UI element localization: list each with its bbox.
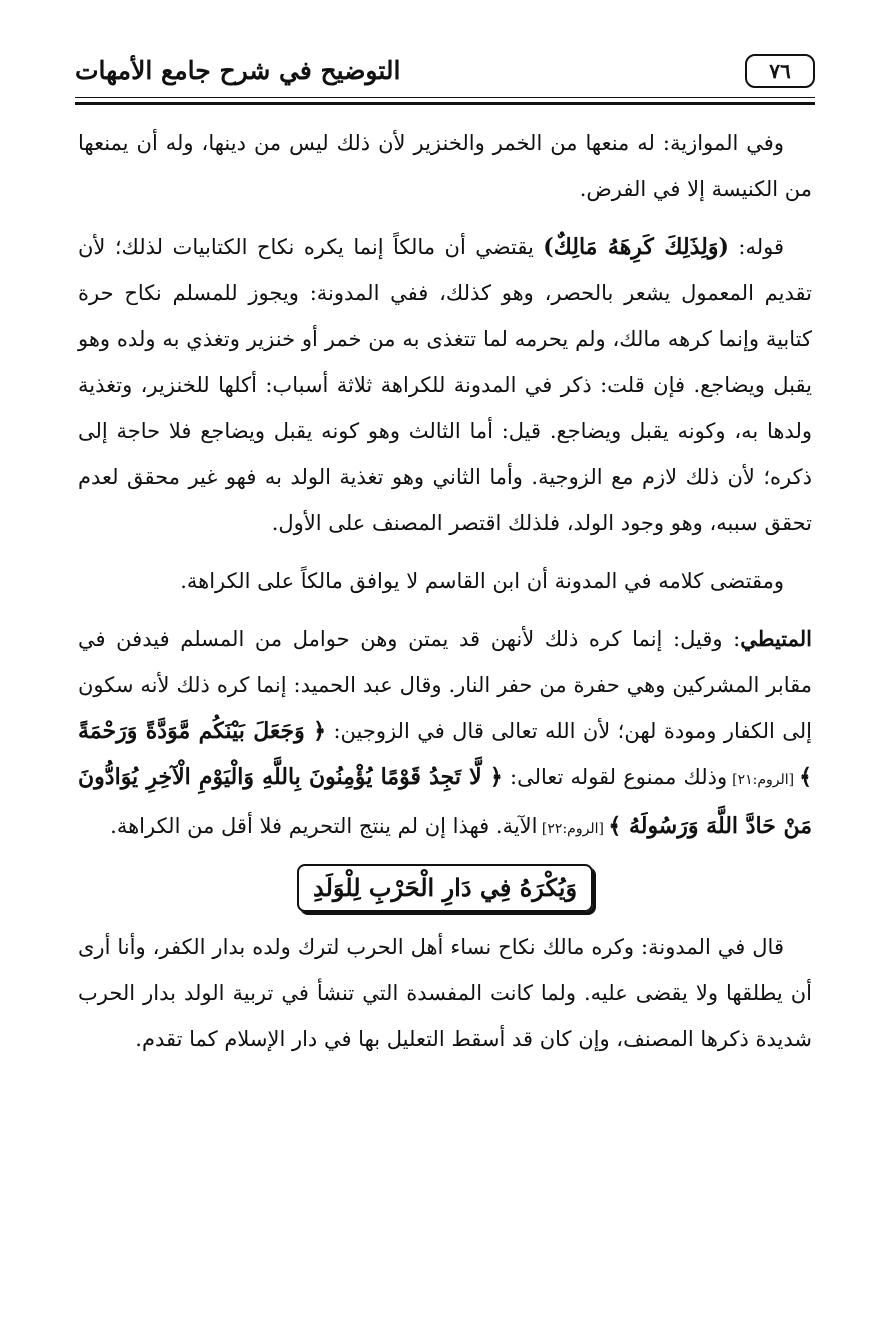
paragraph-qawluh: [78, 224, 812, 546]
paragraph-mutayti: [78, 616, 812, 852]
quran-verse: ﴿ وَجَعَلَ بَيْنَكُم مَّوَدَّةً وَرَحْمَةً ﴾: [78, 718, 812, 790]
paragraph-text: قال في المدونة: وكره مالك نكاح نساء أهل الحرب لترك ولده بدار الكفر، وأنا أرى أن يطلقها ولا يقضى عليه. ولما كانت المفسدة التي تنشأ في تربية الولد بدار الحرب شديدة ذكرها المصنف، وإن كان قد أسقط التعليل بها في دار الإسلام كما تقدم.: [78, 935, 812, 1051]
page-header: [75, 52, 815, 104]
page-number: ٧٦: [745, 54, 815, 88]
paragraph-text: الآية. فهذا إن لم ينتج التحريم فلا أقل من الكراهة.: [110, 814, 538, 838]
book-title: التوضيح في شرح جامع الأمهات: [75, 56, 401, 85]
paragraph-text: ومقتضى كلامه في المدونة أن ابن القاسم لا يوافق مالكاً على الكراهة.: [180, 569, 784, 593]
quran-verse: ﴿ لَّا تَجِدُ قَوْمًا يُؤْمِنُونَ بِاللَّهِ وَالْيَوْمِ الْآخِرِ يُوَادُّونَ مَنْ حَادَّ اللَّهَ وَرَسُولَهُ ﴾: [78, 764, 812, 839]
paragraph-text: وذلك ممنوع لقوله تعالى:: [502, 765, 728, 789]
section-heading-wrap: [78, 864, 812, 912]
header-rule-thin: [75, 97, 815, 98]
verse-reference: [الروم:٢١]: [727, 772, 800, 788]
paragraph-muwazia: [78, 120, 812, 212]
author-name: المتيطي: [740, 626, 812, 651]
paragraph-muqtada: [78, 558, 812, 604]
paragraph-lead: قوله:: [728, 235, 785, 259]
paragraph-text: يقتضي أن مالكاً إنما يكره نكاح الكتابيات لذلك؛ لأن تقديم المعمول يشعر بالحصر، وهو كذلك، ففي المدونة: ويجوز للمسلم نكاح حرة كتابية وإنما كرهه مالك، ولم يحرمه لما تتغذى به من خمر أو خنزير وتغذي به ولده وهو يقبل ويضاجع. فإن قلت: ذكر في المدونة للكراهة ثلاثة أسباب: أكلها للخنزير، وتغذية ولدها به، وكونه يقبل ويضاجع. قيل: أما الثالث وهو كونه يقبل ويضاجع فلا حاجة إلى ذكره؛ لأن ذلك لازم مع الزوجية. وأما الثاني وهو تغذية الولد به فهو غير محقق لعدم تحقق سببه، وهو وجود الولد، فلذلك اقتصر المصنف على الأول.: [78, 235, 812, 535]
section-heading: وَيُكْرَهُ فِي دَارِ الْحَرْبِ لِلْوَلَدِ: [297, 864, 593, 912]
verse-reference: [الروم:٢٢]: [537, 821, 609, 837]
paragraph-text: وفي الموازية: له منعها من الخمر والخنزير لأن ذلك ليس من دينها، وله أن يمنعها من الكنيسة إلا في الفرض.: [78, 131, 812, 201]
header-rule: [75, 102, 815, 105]
paragraph-text: : وقيل: إنما كره ذلك لأنهن قد يمتن وهن حوامل من المسلم فيدفن في مقابر المشركين وهي حفرة من حفر النار. وقال عبد الحميد: إنما كره ذلك لأنه سكون إلى الكفار ومودة لهن؛ لأن الله تعالى قال في الزوجين:: [78, 627, 812, 743]
paragraph-mudawwana: [78, 924, 812, 1062]
page-body: [78, 120, 812, 1062]
matn-quote: (وَلِذَلِكَ كَرِهَهُ مَالِكٌ): [543, 234, 729, 260]
